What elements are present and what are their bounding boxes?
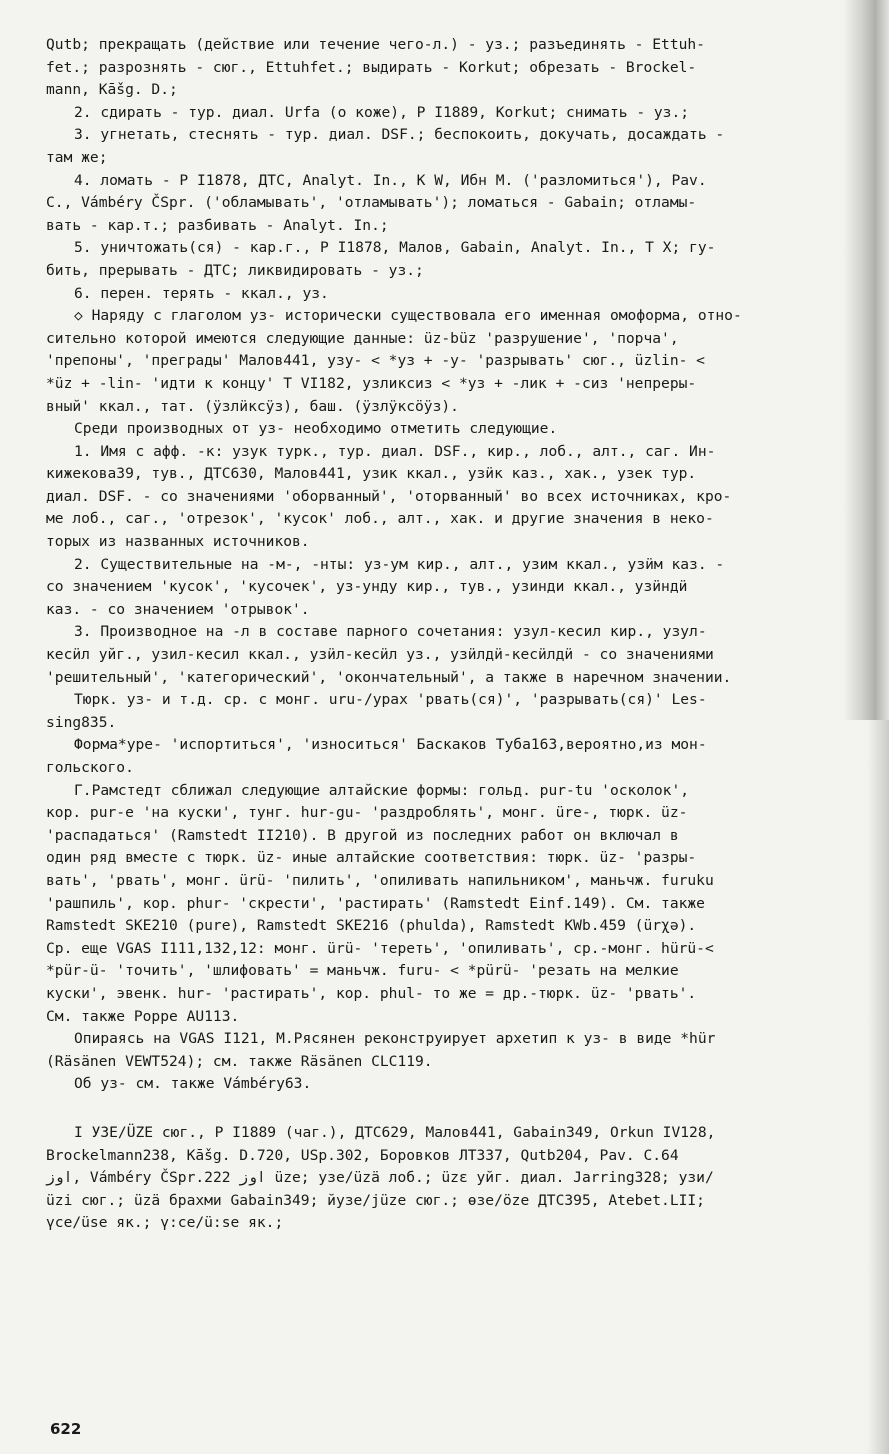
text-line: 2. сдирать - тур. диал. Urfa (о коже), Р I1889, Korkut; снимать - уз.; (74, 103, 690, 121)
text-line: C., Vámbéry ČSpr. ('обламывать', 'отламывать'); ломаться - Gabain; отламы- (46, 194, 697, 212)
text-line: Г.Рамстедт сближал следующие алтайские формы: гольд. pur-tu 'осколок', (74, 781, 690, 799)
text-line: fet.; разрознять - сюг., Ettuhfet.; выдирать - Korkut; обрезать - Brockel- (46, 58, 697, 76)
text-line: 3. Производное на -л в составе парного сочетания: узул-кесил кир., узул- (74, 623, 707, 641)
text-line: Форма*уре- 'испортиться', 'износиться' Баскаков Туба163,вероятно,из мон- (74, 736, 707, 754)
text-line: куски', эвенк. hur- 'растирать', кор. phul- то же = др.-тюрк. üz- 'рвать'. (46, 984, 697, 1002)
text-line: Ср. еще VGAS I111,132,12: монг. ürü- 'тереть', 'опиливать', ср.-монг. hürü-< (46, 939, 714, 957)
text-line: со значением 'кусок', 'кусочек', уз-унду кир., тув., узинди ккал., узӥндӥ (46, 578, 688, 596)
text-line: 'решительный', 'категорический', 'окончательный', а также в наречном значении. (46, 668, 732, 686)
text-line: *pür-ü- 'точить', 'шлифовать' = маньчж. furu- < *pürü- 'резать на мелкие (46, 962, 679, 980)
text-line: вать - кар.т.; разбивать - Analyt. In.; (46, 216, 389, 234)
page-number: 622 (50, 1420, 82, 1438)
text-line: торых из названных источников. (46, 533, 310, 551)
text-line: 1. Имя с афф. -к: узук турк., тур. диал. DSF., кир., лоб., алт., саг. Ин- (74, 442, 716, 460)
text-line: кижекова39, тув., ДТС630, Малов441, узик ккал., узӥк каз., хак., узек тур. (46, 465, 697, 483)
text-line: вать', 'рвать', монг. ürü- 'пилить', 'опиливать напильником', маньчж. furuku (46, 871, 714, 889)
text-line: диал. DSF. - со значениями 'оборванный', 'оторванный' во всех источниках, кро- (46, 487, 732, 505)
text-line: 2. Существительные на -м-, -нты: уз-ум кир., алт., узим ккал., узӥм каз. - (74, 555, 725, 573)
text-line: См. также Poppe AU113. (46, 1007, 240, 1025)
text-line: ◇ Наряду с глаголом уз- исторически существовала его именная омоформа, отно- (74, 307, 742, 325)
text-line: I УЗЕ/ÜZE сюг., Р I1889 (чаг.), ДТС629, Малов441, Gabain349, Orkun IV128, (74, 1123, 716, 1141)
text-line: 'препоны', 'преграды' Малов441, узу- < *уз + -у- 'разрывать' сюг., üzlin- < (46, 352, 705, 370)
text-line: 'рашпиль', кор. phur- 'скрести', 'растирать' (Ramstedt Einf.149). См. также (46, 894, 705, 912)
text-line: Опираясь на VGAS I121, М.Рясянен реконструирует архетип к уз- в виде *hür (74, 1030, 716, 1048)
text-line: каз. - со значением 'отрывок'. (46, 600, 310, 618)
text-line: Ramstedt SKE210 (pure), Ramstedt SKE216 (phulda), Ramstedt KWb.459 (ürχə). (46, 917, 697, 935)
text-line: Об уз- см. также Vámbéry63. (74, 1075, 312, 1093)
text-line: mann, Kāšg. D.; (46, 81, 178, 99)
text-line: кесӥл уйг., узил-кесил ккал., узӥл-кесӥл уз., узӥлдӥ-кесӥлдӥ - со значениями (46, 646, 714, 664)
text-line: Brockelmann238, Kāšg. D.720, USp.302, Боровков ЛТ337, Qutb204, Pav. C.64 (46, 1146, 679, 1164)
text-line: 5. уничтожать(ся) - кар.г., Р I1878, Малов, Gabain, Analyt. In., T X; гу- (74, 239, 716, 257)
page-edge-shadow-lower (867, 720, 889, 1454)
text-line: sing835. (46, 713, 117, 731)
dictionary-page-text (46, 34, 866, 1235)
text-line: ме лоб., саг., 'отрезок', 'кусок' лоб., алт., хак. и другие значения в неко- (46, 510, 714, 528)
text-line: вный' ккал., тат. (ӱзлӥксӱз), баш. (ӱзлӱксӧӱз). (46, 397, 459, 415)
text-line: один ряд вместе с тюрк. üz- иные алтайские соответствия: тюрк. üz- 'разры- (46, 849, 697, 867)
text-line: اوز, Vámbéry ČSpr.222 اوز üze; узе/üzä лоб.; üzɛ уйг. диал. Jarring328; узи/ (46, 1169, 714, 1187)
text-line: Qutb; прекращать (действие или течение чего-л.) - уз.; разъединять - Ettuh- (46, 36, 705, 53)
text-line: 6. перен. терять - ккал., уз. (74, 284, 329, 302)
text-line: кор. pur-e 'на куски', тунг. hur-gu- 'раздроблять', монг. üre-, тюрк. üz- (46, 804, 688, 822)
text-line: Среди производных от уз- необходимо отметить следующие. (74, 420, 558, 438)
text-line: там же; (46, 148, 108, 166)
text-line (46, 1096, 866, 1122)
text-line: *üz + -lin- 'идти к концу' T VI182, узликсиз < *уз + -лик + -сиз 'непреры- (46, 374, 697, 392)
text-line: сительно которой имеются следующие данные: üz-büz 'разрушение', 'порча', (46, 329, 679, 347)
text-line: (Räsänen VEWT524); см. также Räsänen CLC119. (46, 1052, 433, 1070)
text-line: üzi сюг.; üzä брахми Gabain349; йузе/jüze сюг.; өзе/öze ДТС395, Atebet.LII; (46, 1191, 705, 1209)
text-line: 4. ломать - Р I1878, ДТС, Analyt. In., K W, Ибн М. ('разломиться'), Pav. (74, 171, 707, 189)
text-line: 'распадаться' (Ramstedt II210). В другой из последних работ он включал в (46, 826, 679, 844)
text-line: гольского. (46, 759, 134, 776)
text-line: Тюрк. уз- и т.д. ср. с монг. uru-/урах 'рвать(ся)', 'разрывать(ся)' Les- (74, 691, 707, 709)
text-line: 3. угнетать, стеснять - тур. диал. DSF.; беспокоить, докучать, досаждать - (74, 126, 725, 144)
text-line: үсе/üse як.; ү:се/ü:se як.; (46, 1214, 284, 1232)
text-line: бить, прерывать - ДТС; ликвидировать - уз.; (46, 261, 424, 279)
